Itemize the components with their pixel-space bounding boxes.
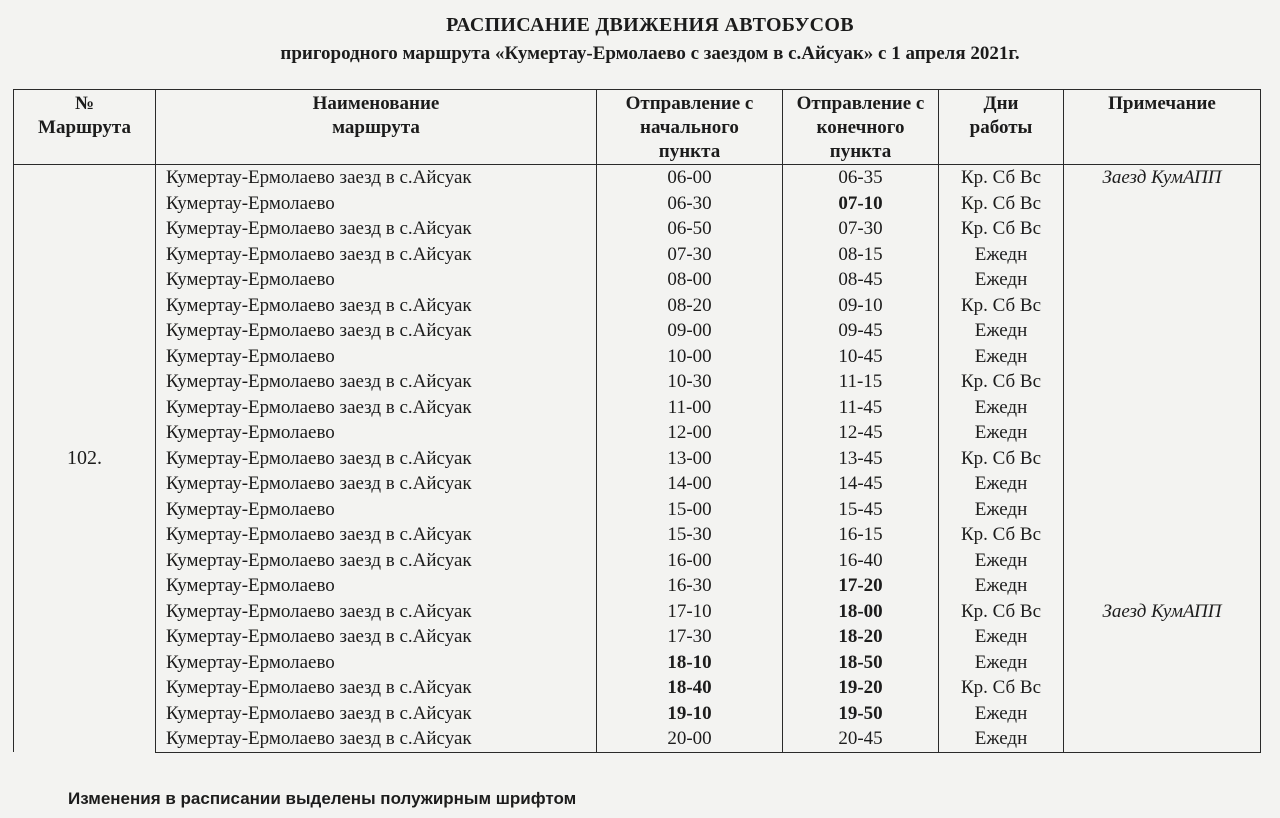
table-row bbox=[14, 318, 1261, 344]
header-route-name bbox=[156, 90, 597, 165]
header-note-label: Примечание bbox=[1108, 93, 1216, 114]
days-cell: Кр. Сб Вс bbox=[939, 165, 1064, 191]
note-cell bbox=[1064, 701, 1261, 727]
note-cell bbox=[1064, 497, 1261, 523]
header-route-name-line2: маршрута bbox=[332, 117, 420, 138]
route-name-cell: Кумертау-Ермолаево bbox=[156, 650, 597, 676]
departure-end-cell: 17-20 bbox=[783, 573, 939, 599]
note-cell bbox=[1064, 548, 1261, 574]
departure-start-cell: 13-00 bbox=[597, 446, 783, 472]
days-cell: Ежедн bbox=[939, 701, 1064, 727]
note-cell bbox=[1064, 650, 1261, 676]
note-cell bbox=[1064, 726, 1261, 752]
departure-end-cell: 20-45 bbox=[783, 726, 939, 752]
departure-end-cell: 16-15 bbox=[783, 522, 939, 548]
header-departure-end-line2: конечного bbox=[816, 117, 905, 138]
departure-start-cell: 18-10 bbox=[597, 650, 783, 676]
header-route-number-line1: № bbox=[74, 93, 95, 114]
header-route-number-line2: Маршрута bbox=[38, 117, 131, 138]
departure-end-cell: 07-30 bbox=[783, 216, 939, 242]
header-departure-end-line1: Отправление с bbox=[796, 93, 925, 114]
note-cell bbox=[1064, 446, 1261, 472]
page-subtitle: пригородного маршрута «Кумертау-Ермолаево с заездом в с.Айсуак» с 1 апреля 2021г. bbox=[280, 43, 1020, 64]
table-row bbox=[14, 216, 1261, 242]
departure-start-cell: 20-00 bbox=[597, 726, 783, 752]
days-cell: Кр. Сб Вс bbox=[939, 216, 1064, 242]
route-name-cell: Кумертау-Ермолаево заезд в с.Айсуак bbox=[156, 216, 597, 242]
table-row bbox=[14, 497, 1261, 523]
note-cell: Заезд КумАПП bbox=[1064, 165, 1261, 191]
header-departure-start-line3: пункта bbox=[658, 141, 721, 162]
note-cell bbox=[1064, 624, 1261, 650]
table-row bbox=[14, 573, 1261, 599]
departure-start-cell: 12-00 bbox=[597, 420, 783, 446]
table-row bbox=[14, 293, 1261, 319]
days-cell: Кр. Сб Вс bbox=[939, 293, 1064, 319]
table-row bbox=[14, 242, 1261, 268]
header-note bbox=[1064, 90, 1261, 165]
note-cell bbox=[1064, 675, 1261, 701]
table-row bbox=[14, 267, 1261, 293]
departure-end-cell: 09-45 bbox=[783, 318, 939, 344]
days-cell: Ежедн bbox=[939, 242, 1064, 268]
departure-start-cell: 06-30 bbox=[597, 191, 783, 217]
table-row bbox=[14, 191, 1261, 217]
departure-start-cell: 15-00 bbox=[597, 497, 783, 523]
departure-start-cell: 16-00 bbox=[597, 548, 783, 574]
days-cell: Ежедн bbox=[939, 573, 1064, 599]
page-title: РАСПИСАНИЕ ДВИЖЕНИЯ АВТОБУСОВ bbox=[446, 14, 854, 36]
route-name-cell: Кумертау-Ермолаево bbox=[156, 573, 597, 599]
table-row bbox=[14, 395, 1261, 421]
route-name-cell: Кумертау-Ермолаево заезд в с.Айсуак bbox=[156, 599, 597, 625]
route-name-cell: Кумертау-Ермолаево заезд в с.Айсуак bbox=[156, 369, 597, 395]
table-row bbox=[14, 650, 1261, 676]
schedule-header bbox=[14, 90, 1261, 165]
table-row bbox=[14, 599, 1261, 625]
note-cell bbox=[1064, 573, 1261, 599]
note-cell bbox=[1064, 242, 1261, 268]
route-name-cell: Кумертау-Ермолаево заезд в с.Айсуак bbox=[156, 293, 597, 319]
departure-end-cell: 14-45 bbox=[783, 471, 939, 497]
departure-end-cell: 08-45 bbox=[783, 267, 939, 293]
days-cell: Ежедн bbox=[939, 318, 1064, 344]
route-name-cell: Кумертау-Ермолаево заезд в с.Айсуак bbox=[156, 446, 597, 472]
days-cell: Ежедн bbox=[939, 497, 1064, 523]
departure-start-cell: 10-30 bbox=[597, 369, 783, 395]
footer-note: Изменения в расписании выделены полужирным шрифтом bbox=[68, 789, 577, 808]
days-cell: Ежедн bbox=[939, 471, 1064, 497]
days-cell: Ежедн bbox=[939, 395, 1064, 421]
departure-end-cell: 06-35 bbox=[783, 165, 939, 191]
days-cell: Кр. Сб Вс bbox=[939, 522, 1064, 548]
departure-end-cell: 18-00 bbox=[783, 599, 939, 625]
route-name-cell: Кумертау-Ермолаево заезд в с.Айсуак bbox=[156, 726, 597, 752]
table-row bbox=[14, 165, 1261, 191]
days-cell: Кр. Сб Вс bbox=[939, 369, 1064, 395]
days-cell: Ежедн bbox=[939, 548, 1064, 574]
note-cell bbox=[1064, 420, 1261, 446]
departure-end-cell: 19-50 bbox=[783, 701, 939, 727]
table-row bbox=[14, 701, 1261, 727]
route-name-cell: Кумертау-Ермолаево bbox=[156, 191, 597, 217]
note-cell bbox=[1064, 318, 1261, 344]
header-departure-start bbox=[597, 90, 783, 165]
departure-end-cell: 12-45 bbox=[783, 420, 939, 446]
route-name-cell: Кумертау-Ермолаево заезд в с.Айсуак bbox=[156, 548, 597, 574]
route-name-cell: Кумертау-Ермолаево заезд в с.Айсуак bbox=[156, 318, 597, 344]
departure-start-cell: 08-00 bbox=[597, 267, 783, 293]
route-name-cell: Кумертау-Ермолаево bbox=[156, 267, 597, 293]
days-cell: Кр. Сб Вс bbox=[939, 446, 1064, 472]
departure-end-cell: 10-45 bbox=[783, 344, 939, 370]
route-name-cell: Кумертау-Ермолаево заезд в с.Айсуак bbox=[156, 165, 597, 191]
note-cell bbox=[1064, 267, 1261, 293]
departure-start-cell: 10-00 bbox=[597, 344, 783, 370]
route-name-cell: Кумертау-Ермолаево bbox=[156, 497, 597, 523]
note-cell bbox=[1064, 471, 1261, 497]
days-cell: Ежедн bbox=[939, 624, 1064, 650]
departure-end-cell: 13-45 bbox=[783, 446, 939, 472]
departure-end-cell: 11-45 bbox=[783, 395, 939, 421]
departure-start-cell: 09-00 bbox=[597, 318, 783, 344]
departure-start-cell: 17-10 bbox=[597, 599, 783, 625]
route-name-cell: Кумертау-Ермолаево заезд в с.Айсуак bbox=[156, 395, 597, 421]
departure-start-cell: 08-20 bbox=[597, 293, 783, 319]
header-days-line2: работы bbox=[969, 117, 1033, 138]
departure-start-cell: 17-30 bbox=[597, 624, 783, 650]
route-name-cell: Кумертау-Ермолаево заезд в с.Айсуак bbox=[156, 522, 597, 548]
table-row bbox=[14, 522, 1261, 548]
departure-end-cell: 18-20 bbox=[783, 624, 939, 650]
days-cell: Ежедн bbox=[939, 420, 1064, 446]
days-cell: Ежедн bbox=[939, 344, 1064, 370]
note-cell bbox=[1064, 191, 1261, 217]
departure-start-cell: 19-10 bbox=[597, 701, 783, 727]
days-cell: Кр. Сб Вс bbox=[939, 599, 1064, 625]
departure-start-cell: 18-40 bbox=[597, 675, 783, 701]
table-row bbox=[14, 420, 1261, 446]
route-name-cell: Кумертау-Ермолаево bbox=[156, 344, 597, 370]
note-cell bbox=[1064, 522, 1261, 548]
route-name-cell: Кумертау-Ермолаево заезд в с.Айсуак bbox=[156, 471, 597, 497]
route-name-cell: Кумертау-Ермолаево заезд в с.Айсуак bbox=[156, 242, 597, 268]
departure-start-cell: 06-00 bbox=[597, 165, 783, 191]
departure-start-cell: 07-30 bbox=[597, 242, 783, 268]
departure-end-cell: 07-10 bbox=[783, 191, 939, 217]
table-row bbox=[14, 548, 1261, 574]
route-name-cell: Кумертау-Ермолаево bbox=[156, 420, 597, 446]
departure-end-cell: 09-10 bbox=[783, 293, 939, 319]
route-name-cell: Кумертау-Ермолаево заезд в с.Айсуак bbox=[156, 701, 597, 727]
table-row bbox=[14, 446, 1261, 472]
departure-start-cell: 15-30 bbox=[597, 522, 783, 548]
route-number-cell: 102. bbox=[14, 165, 156, 753]
note-cell bbox=[1064, 216, 1261, 242]
days-cell: Ежедн bbox=[939, 650, 1064, 676]
departure-end-cell: 18-50 bbox=[783, 650, 939, 676]
note-cell bbox=[1064, 344, 1261, 370]
departure-start-cell: 06-50 bbox=[597, 216, 783, 242]
table-row bbox=[14, 624, 1261, 650]
departure-end-cell: 19-20 bbox=[783, 675, 939, 701]
route-name-cell: Кумертау-Ермолаево заезд в с.Айсуак bbox=[156, 624, 597, 650]
schedule-body bbox=[14, 165, 1261, 753]
note-cell bbox=[1064, 293, 1261, 319]
departure-end-cell: 15-45 bbox=[783, 497, 939, 523]
days-cell: Ежедн bbox=[939, 726, 1064, 752]
schedule-table bbox=[13, 89, 1261, 753]
header-departure-start-line2: начального bbox=[640, 117, 739, 138]
days-cell: Кр. Сб Вс bbox=[939, 675, 1064, 701]
header-departure-end bbox=[783, 90, 939, 165]
table-row bbox=[14, 726, 1261, 752]
table-row bbox=[14, 369, 1261, 395]
table-row bbox=[14, 471, 1261, 497]
note-cell: Заезд КумАПП bbox=[1064, 599, 1261, 625]
route-name-cell: Кумертау-Ермолаево заезд в с.Айсуак bbox=[156, 675, 597, 701]
days-cell: Кр. Сб Вс bbox=[939, 191, 1064, 217]
departure-end-cell: 11-15 bbox=[783, 369, 939, 395]
header-departure-start-line1: Отправление с bbox=[625, 93, 754, 114]
header-days bbox=[939, 90, 1064, 165]
departure-start-cell: 11-00 bbox=[597, 395, 783, 421]
header-route-number bbox=[14, 90, 156, 165]
note-cell bbox=[1064, 369, 1261, 395]
header-route-name-line1: Наименование bbox=[312, 93, 440, 114]
table-row bbox=[14, 675, 1261, 701]
departure-end-cell: 08-15 bbox=[783, 242, 939, 268]
days-cell: Ежедн bbox=[939, 267, 1064, 293]
table-row bbox=[14, 344, 1261, 370]
header-days-line1: Дни bbox=[983, 93, 1019, 114]
header-departure-end-line3: пункта bbox=[829, 141, 892, 162]
departure-end-cell: 16-40 bbox=[783, 548, 939, 574]
departure-start-cell: 16-30 bbox=[597, 573, 783, 599]
note-cell bbox=[1064, 395, 1261, 421]
departure-start-cell: 14-00 bbox=[597, 471, 783, 497]
